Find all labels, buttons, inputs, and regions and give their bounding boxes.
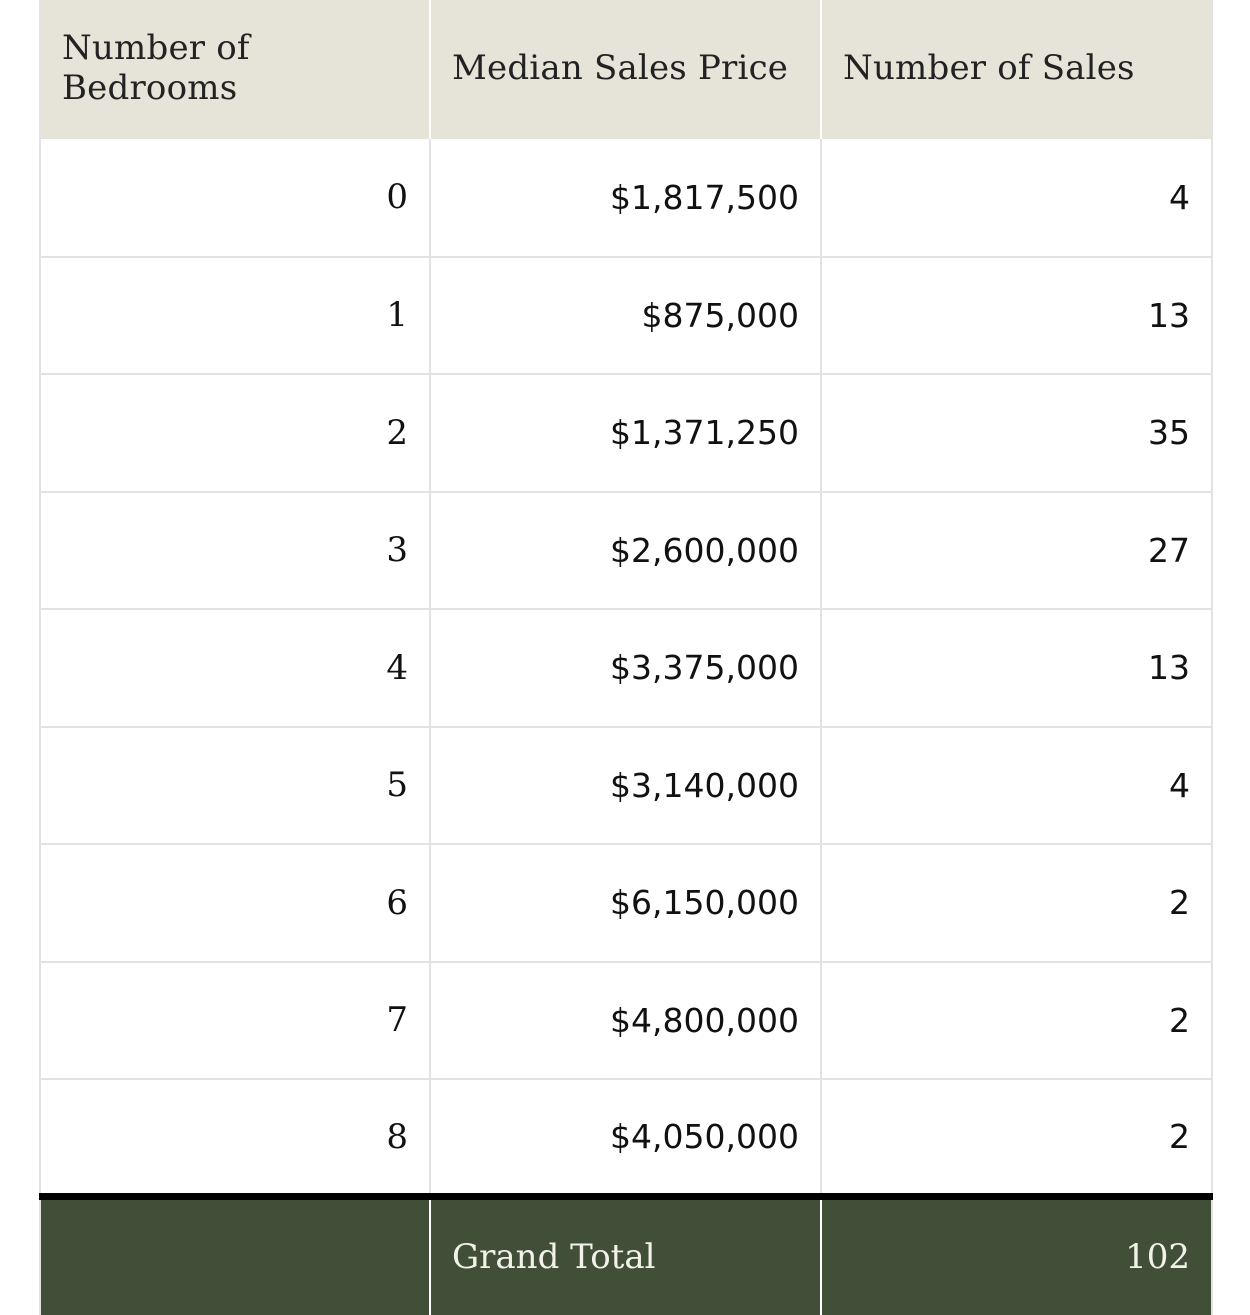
sales-count-cell: 4: [821, 139, 1212, 257]
table-row: [40, 257, 1212, 375]
sales-count-cell: 2: [821, 962, 1212, 1080]
table-header: [40, 0, 1212, 139]
bedrooms-cell: 0: [40, 139, 430, 257]
bedrooms-cell: 6: [40, 844, 430, 962]
median-price-cell: $2,600,000: [430, 492, 821, 610]
bedrooms-cell: 7: [40, 962, 430, 1080]
bedrooms-cell: 2: [40, 374, 430, 492]
header-number-of-sales[interactable]: Number of Sales: [821, 0, 1212, 139]
table-body: [40, 139, 1212, 1197]
table-row: [40, 727, 1212, 845]
median-price-cell: $1,817,500: [430, 139, 821, 257]
header-median-price[interactable]: Median Sales Price: [430, 0, 821, 139]
table-row: [40, 844, 1212, 962]
median-price-cell: $3,140,000: [430, 727, 821, 845]
median-price-cell: $4,050,000: [430, 1079, 821, 1197]
sales-count-cell: 13: [821, 609, 1212, 727]
median-price-cell: $875,000: [430, 257, 821, 375]
bedrooms-cell: 5: [40, 727, 430, 845]
table-row: [40, 609, 1212, 727]
table-footer: [40, 1197, 1212, 1315]
sales-table-container: [39, 0, 1211, 1315]
header-bedrooms[interactable]: Number of Bedrooms: [40, 0, 430, 139]
bedrooms-cell: 1: [40, 257, 430, 375]
sales-count-cell: 13: [821, 257, 1212, 375]
median-price-cell: $3,375,000: [430, 609, 821, 727]
sales-count-cell: 4: [821, 727, 1212, 845]
table-row: [40, 492, 1212, 610]
bedrooms-cell: 3: [40, 492, 430, 610]
table-row: [40, 962, 1212, 1080]
sales-count-cell: 2: [821, 1079, 1212, 1197]
median-price-cell: $1,371,250: [430, 374, 821, 492]
grand-total-value: 102: [821, 1197, 1212, 1315]
grand-total-empty-cell: [40, 1197, 430, 1315]
bedroom-sales-table: [39, 0, 1213, 1315]
table-row: [40, 374, 1212, 492]
table-row: [40, 139, 1212, 257]
sales-count-cell: 27: [821, 492, 1212, 610]
sales-count-cell: 2: [821, 844, 1212, 962]
grand-total-label: Grand Total: [430, 1197, 821, 1315]
sales-count-cell: 35: [821, 374, 1212, 492]
table-row: [40, 1079, 1212, 1197]
median-price-cell: $6,150,000: [430, 844, 821, 962]
bedrooms-cell: 4: [40, 609, 430, 727]
grand-total-row: [40, 1197, 1212, 1315]
bedrooms-cell: 8: [40, 1079, 430, 1197]
header-row: [40, 0, 1212, 139]
median-price-cell: $4,800,000: [430, 962, 821, 1080]
